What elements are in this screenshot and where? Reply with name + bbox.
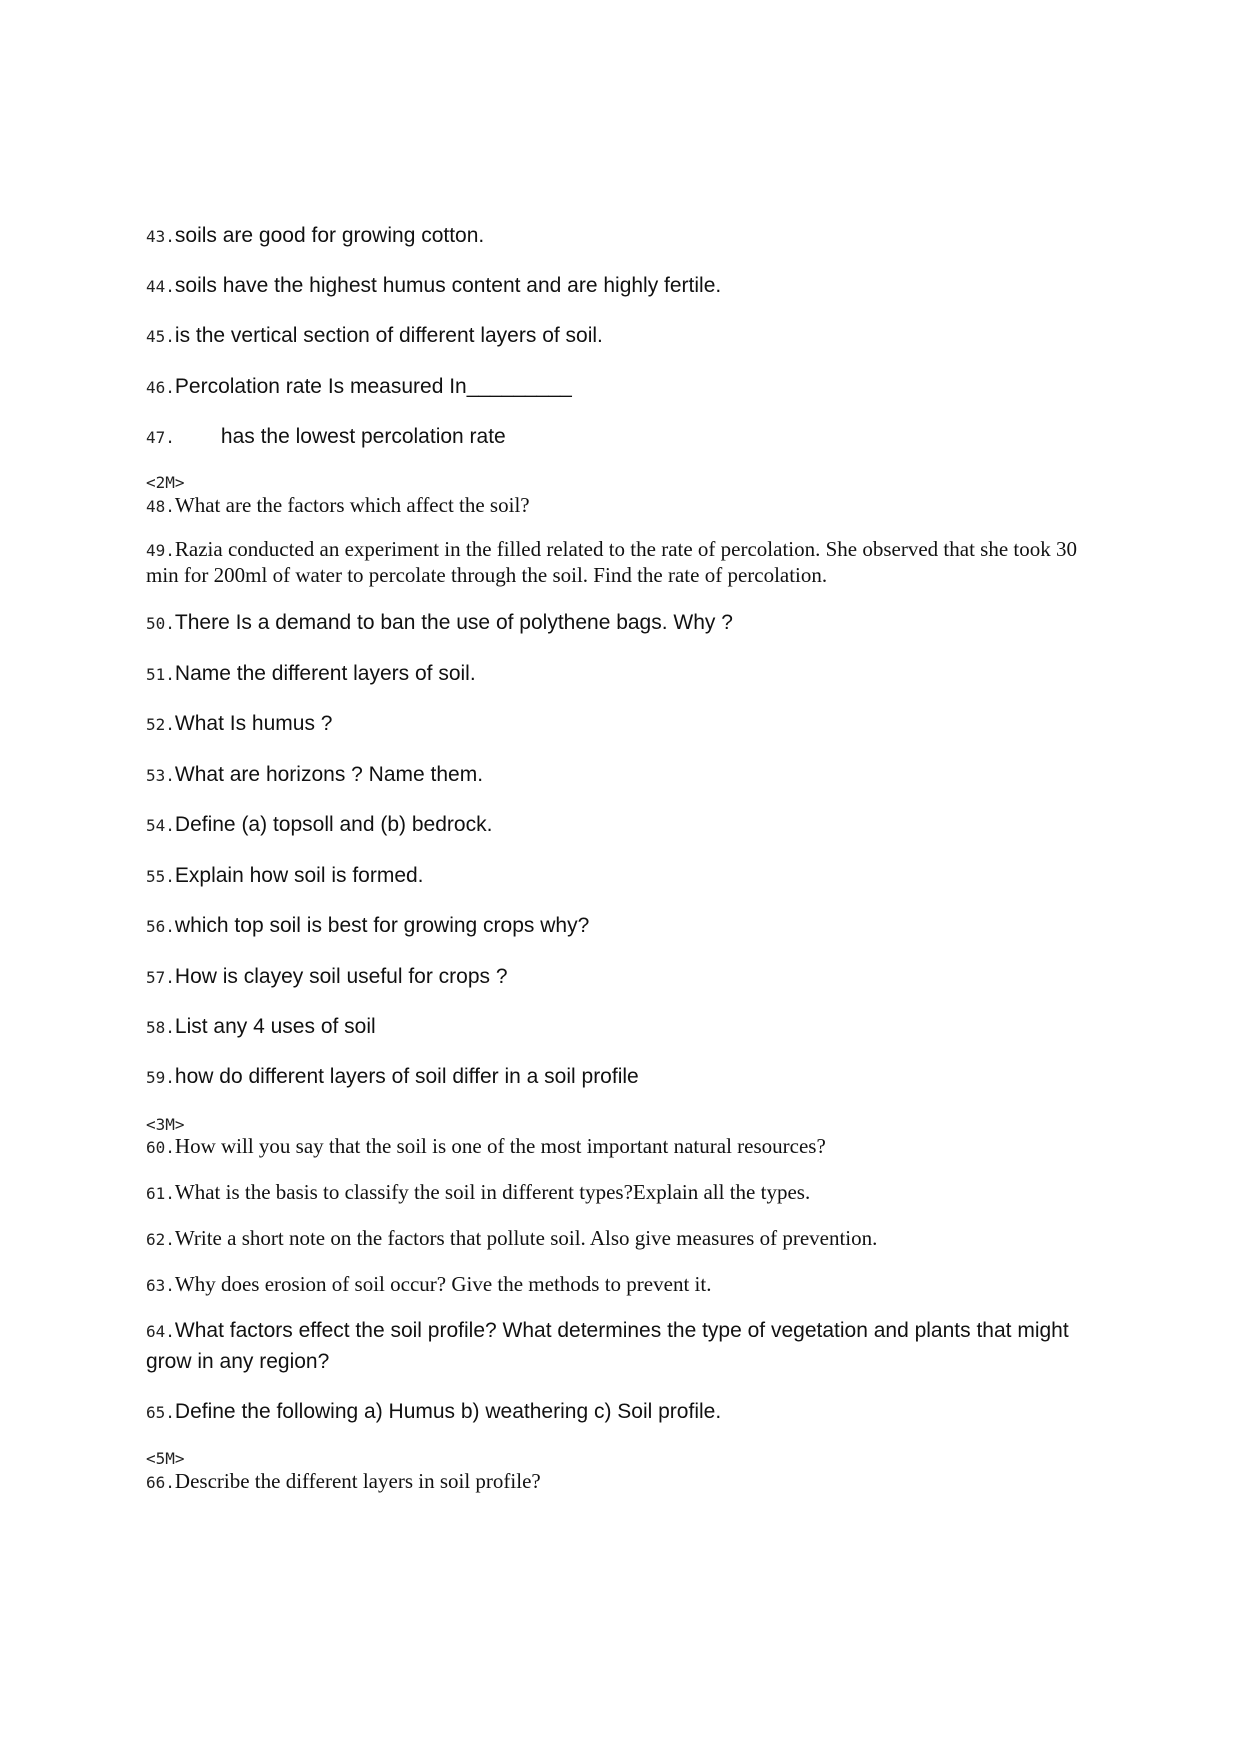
question-47: 47. has the lowest percolation rate <box>146 425 506 448</box>
section-marker-2m: <2M> <box>146 473 185 492</box>
question-66: 66.Describe the different layers in soil profile? <box>146 1469 541 1493</box>
question-64: 64.What factors effect the soil profile? What determines the type of vegetation and plants that might grow in any region? <box>146 1319 1069 1373</box>
question-56: 56.which top soil is best for growing crops why? <box>146 914 590 937</box>
question-51: 51.Name the different layers of soil. <box>146 662 476 685</box>
section-marker-3m: <3M> <box>146 1115 185 1134</box>
question-43: 43.soils are good for growing cotton. <box>146 224 485 247</box>
question-61: 61.What is the basis to classify the soil in different types?Explain all the types. <box>146 1180 811 1204</box>
question-57: 57.How is clayey soil useful for crops ? <box>146 965 508 988</box>
question-60: 60.How will you say that the soil is one of the most important natural resources? <box>146 1134 826 1158</box>
question-59: 59.how do different layers of soil differ in a soil profile <box>146 1065 639 1088</box>
question-46: 46.Percolation rate Is measured In_________ <box>146 375 572 398</box>
question-63: 63.Why does erosion of soil occur? Give the methods to prevent it. <box>146 1272 712 1296</box>
section-marker-5m: <5M> <box>146 1449 185 1468</box>
question-49: 49.Razia conducted an experiment in the filled related to the rate of percolation. She observed that she took 30 min for 200ml of water to percolate through the soil. Find the rate of percolation. <box>146 537 1078 587</box>
question-65: 65.Define the following a) Humus b) weathering c) Soil profile. <box>146 1400 722 1423</box>
question-62: 62.Write a short note on the factors that pollute soil. Also give measures of prevention. <box>146 1226 878 1250</box>
question-53: 53.What are horizons ? Name them. <box>146 763 484 786</box>
question-45: 45.is the vertical section of different layers of soil. <box>146 324 603 347</box>
question-55: 55.Explain how soil is formed. <box>146 864 424 887</box>
question-44: 44.soils have the highest humus content and are highly fertile. <box>146 274 722 297</box>
question-50: 50.There Is a demand to ban the use of polythene bags. Why ? <box>146 611 733 634</box>
question-48: 48.What are the factors which affect the soil? <box>146 493 530 517</box>
question-52: 52.What Is humus ? <box>146 712 333 735</box>
question-54: 54.Define (a) topsoll and (b) bedrock. <box>146 813 493 836</box>
question-58: 58.List any 4 uses of soil <box>146 1015 376 1038</box>
